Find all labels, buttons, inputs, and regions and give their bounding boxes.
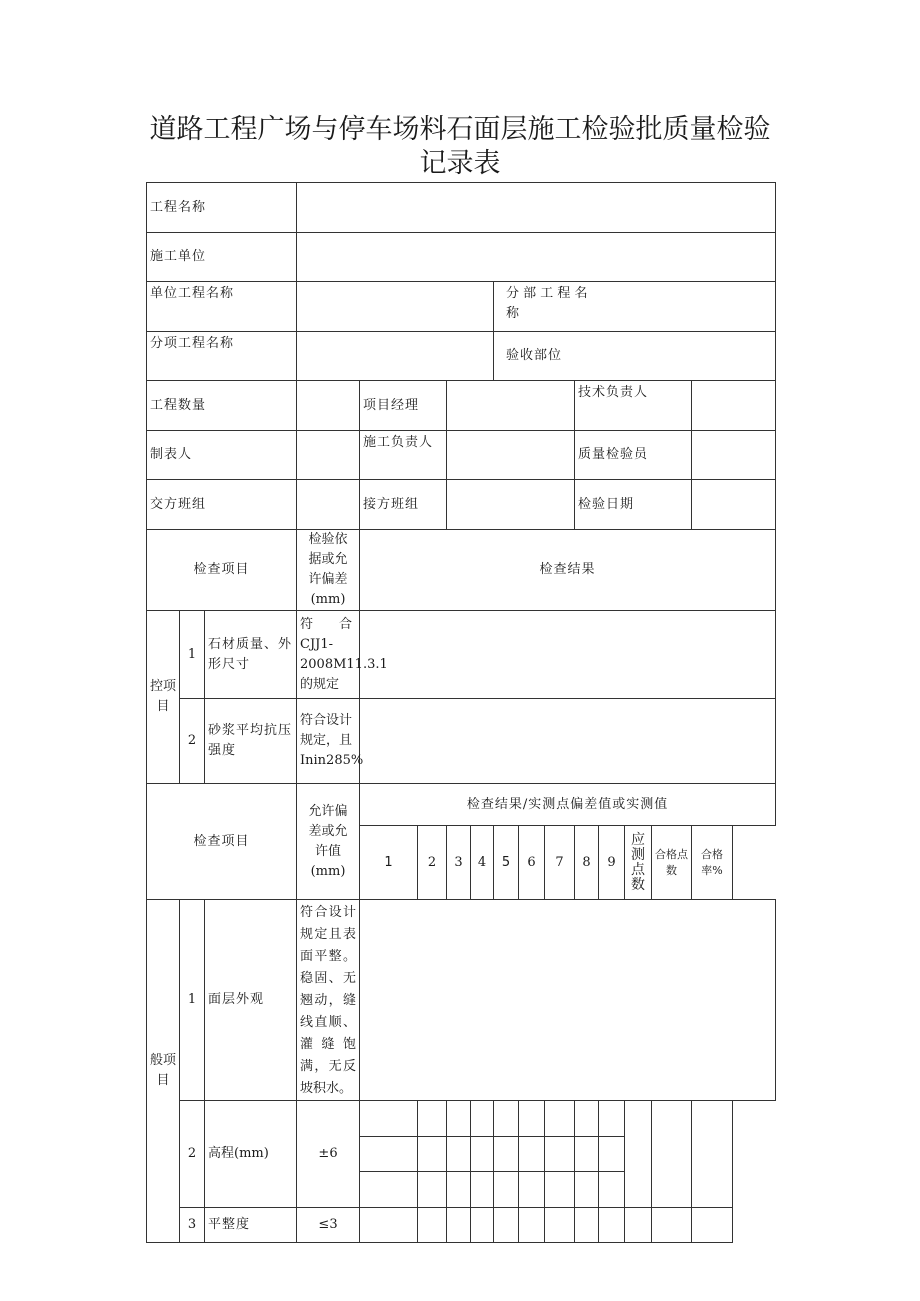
general-item-header: 检查项目 <box>147 784 297 900</box>
main-control-row-no: 1 <box>180 611 205 699</box>
main-control-row-name: 砂浆平均抗压强度 <box>205 699 297 784</box>
quality-inspector-label: 质量检验员 <box>575 431 692 480</box>
general-row-name: 高程(mm) <box>205 1101 297 1208</box>
measure-cell[interactable] <box>494 1208 519 1243</box>
construction-lead-label: 施工负责人 <box>360 431 447 480</box>
quantity-value[interactable] <box>297 381 360 431</box>
measure-cell[interactable] <box>360 1208 418 1243</box>
acceptance-part-label: 验收部位 <box>494 332 776 381</box>
main-control-group-label-2: 目 <box>156 699 170 714</box>
measure-cell[interactable] <box>447 1208 471 1243</box>
general-row-no: 2 <box>180 1101 205 1208</box>
measure-cell[interactable] <box>545 1208 575 1243</box>
point-column-header: 6 <box>519 826 545 900</box>
point-column-header: 7 <box>545 826 575 900</box>
measure-cell[interactable] <box>519 1101 545 1137</box>
main-control-group-label <box>147 611 180 784</box>
tech-lead-value[interactable] <box>692 381 776 431</box>
project-manager-value[interactable] <box>447 381 575 431</box>
measure-cell[interactable] <box>471 1172 494 1208</box>
general-row-no: 1 <box>180 900 205 1101</box>
pass-points-cell[interactable] <box>652 1208 692 1243</box>
item-project-label: 分项工程名称 <box>147 332 297 381</box>
should-measure-cell[interactable] <box>625 1101 652 1208</box>
measure-cell[interactable] <box>575 1208 599 1243</box>
measure-cell[interactable] <box>519 1172 545 1208</box>
construction-lead-value[interactable] <box>447 431 575 480</box>
measure-cell[interactable] <box>575 1172 599 1208</box>
general-result-header: 检查结果/实测点偏差值或实测值 <box>360 784 776 826</box>
quantity-label: 工程数量 <box>147 381 297 431</box>
measure-cell[interactable] <box>519 1208 545 1243</box>
measure-cell[interactable] <box>418 1137 447 1172</box>
main-control-row-name: 石材质量、外形尺寸 <box>205 611 297 699</box>
general-group-label-2: 目 <box>156 1073 170 1088</box>
measure-cell[interactable] <box>418 1208 447 1243</box>
measure-cell[interactable] <box>418 1101 447 1137</box>
measure-cell[interactable] <box>471 1137 494 1172</box>
main-control-result-header: 检查结果 <box>360 530 776 611</box>
page-title-line2: 记录表 <box>419 148 501 179</box>
measure-cell[interactable] <box>575 1101 599 1137</box>
measure-cell[interactable] <box>471 1208 494 1243</box>
sub-project-label-line1: 分 部 工 程 名 <box>506 286 588 301</box>
point-column-header: 3 <box>447 826 471 900</box>
measure-cell[interactable] <box>519 1137 545 1172</box>
main-control-item-header: 检查项目 <box>147 530 297 611</box>
main-control-row-basis <box>297 611 388 699</box>
sub-project-label <box>494 282 776 332</box>
pass-rate-cell[interactable] <box>692 1208 733 1243</box>
pass-rate-cell[interactable] <box>692 1101 733 1208</box>
project-name-value[interactable] <box>297 183 776 233</box>
measure-cell[interactable] <box>545 1172 575 1208</box>
inspection-record-table <box>146 182 776 1243</box>
measure-cell[interactable] <box>494 1137 519 1172</box>
general-row-tolerance: 符合设计规定且表面平整。稳固、无翘动，缝线直顺、灌缝饱满，无反坡积水。 <box>297 900 360 1101</box>
tech-lead-label: 技术负责人 <box>575 381 692 431</box>
measure-cell[interactable] <box>447 1101 471 1137</box>
table-maker-label: 制表人 <box>147 431 297 480</box>
main-control-row-basis-line2: 2008M11.3.1的规定 <box>300 656 388 692</box>
measure-cell[interactable] <box>599 1101 625 1137</box>
construction-unit-value[interactable] <box>297 233 776 282</box>
general-row-result[interactable] <box>360 900 776 1101</box>
measure-cell[interactable] <box>494 1172 519 1208</box>
project-name-label: 工程名称 <box>147 183 297 233</box>
measure-cell[interactable] <box>447 1137 471 1172</box>
general-row-no: 3 <box>180 1208 205 1243</box>
measure-cell[interactable] <box>447 1172 471 1208</box>
measure-cell[interactable] <box>494 1101 519 1137</box>
point-column-header: 8 <box>575 826 599 900</box>
general-tolerance-header: 允许偏差或允许值(mm) <box>297 784 360 900</box>
measure-cell[interactable] <box>360 1101 418 1137</box>
measure-cell[interactable] <box>599 1172 625 1208</box>
unit-project-label: 单位工程名称 <box>147 282 297 332</box>
measure-cell[interactable] <box>545 1137 575 1172</box>
receiving-team-value[interactable] <box>447 480 575 530</box>
quality-inspector-value[interactable] <box>692 431 776 480</box>
general-row-tolerance: ±6 <box>297 1101 360 1208</box>
inspection-date-label: 检验日期 <box>575 480 692 530</box>
table-maker-value[interactable] <box>297 431 360 480</box>
sub-project-label-line2: 称 <box>506 306 520 321</box>
handover-team-value[interactable] <box>297 480 360 530</box>
general-row-tolerance: ≤3 <box>297 1208 360 1243</box>
measure-cell[interactable] <box>471 1101 494 1137</box>
main-control-group-label-1: 控项 <box>149 679 176 694</box>
pass-points-header: 合格点数 <box>652 826 692 900</box>
construction-unit-label: 施工单位 <box>147 233 297 282</box>
main-control-row-result[interactable] <box>360 699 776 784</box>
main-control-row-no: 2 <box>180 699 205 784</box>
inspection-date-value[interactable] <box>692 480 776 530</box>
general-group-label-1: 般项 <box>149 1053 176 1068</box>
measure-cell[interactable] <box>418 1172 447 1208</box>
measure-cell[interactable] <box>599 1208 625 1243</box>
measure-cell[interactable] <box>545 1101 575 1137</box>
item-project-value[interactable] <box>297 332 494 381</box>
measure-cell[interactable] <box>599 1137 625 1172</box>
point-column-header: 1 <box>360 826 418 900</box>
general-group-label <box>147 900 180 1243</box>
point-column-header: 4 <box>471 826 494 900</box>
point-column-header: 2 <box>418 826 447 900</box>
main-control-basis-header: 检验依据或允许偏差(mm) <box>297 530 360 611</box>
measure-cell[interactable] <box>360 1172 418 1208</box>
unit-project-value[interactable] <box>297 282 494 332</box>
receiving-team-label: 接方班组 <box>360 480 447 530</box>
main-control-row-basis: 符合设计规定，且Inin285% <box>297 699 360 784</box>
should-measure-points-header: 应测点数 <box>625 826 652 900</box>
point-column-header: 9 <box>599 826 625 900</box>
main-control-row-result[interactable] <box>360 611 776 699</box>
general-row-name: 面层外观 <box>205 900 297 1101</box>
handover-team-label: 交方班组 <box>147 480 297 530</box>
measure-cell[interactable] <box>575 1137 599 1172</box>
point-column-header: 5 <box>494 826 519 900</box>
measure-cell[interactable] <box>360 1137 418 1172</box>
general-row-name: 平整度 <box>205 1208 297 1243</box>
project-manager-label: 项目经理 <box>360 381 447 431</box>
pass-rate-header: 合格率% <box>692 826 733 900</box>
should-measure-cell[interactable] <box>625 1208 652 1243</box>
pass-points-cell[interactable] <box>652 1101 692 1208</box>
page-title: 道路工程广场与停车场料石面层施工检验批质量检验 <box>149 114 771 145</box>
main-control-row-basis-line1: 符 合 CJJ1- <box>300 616 379 652</box>
